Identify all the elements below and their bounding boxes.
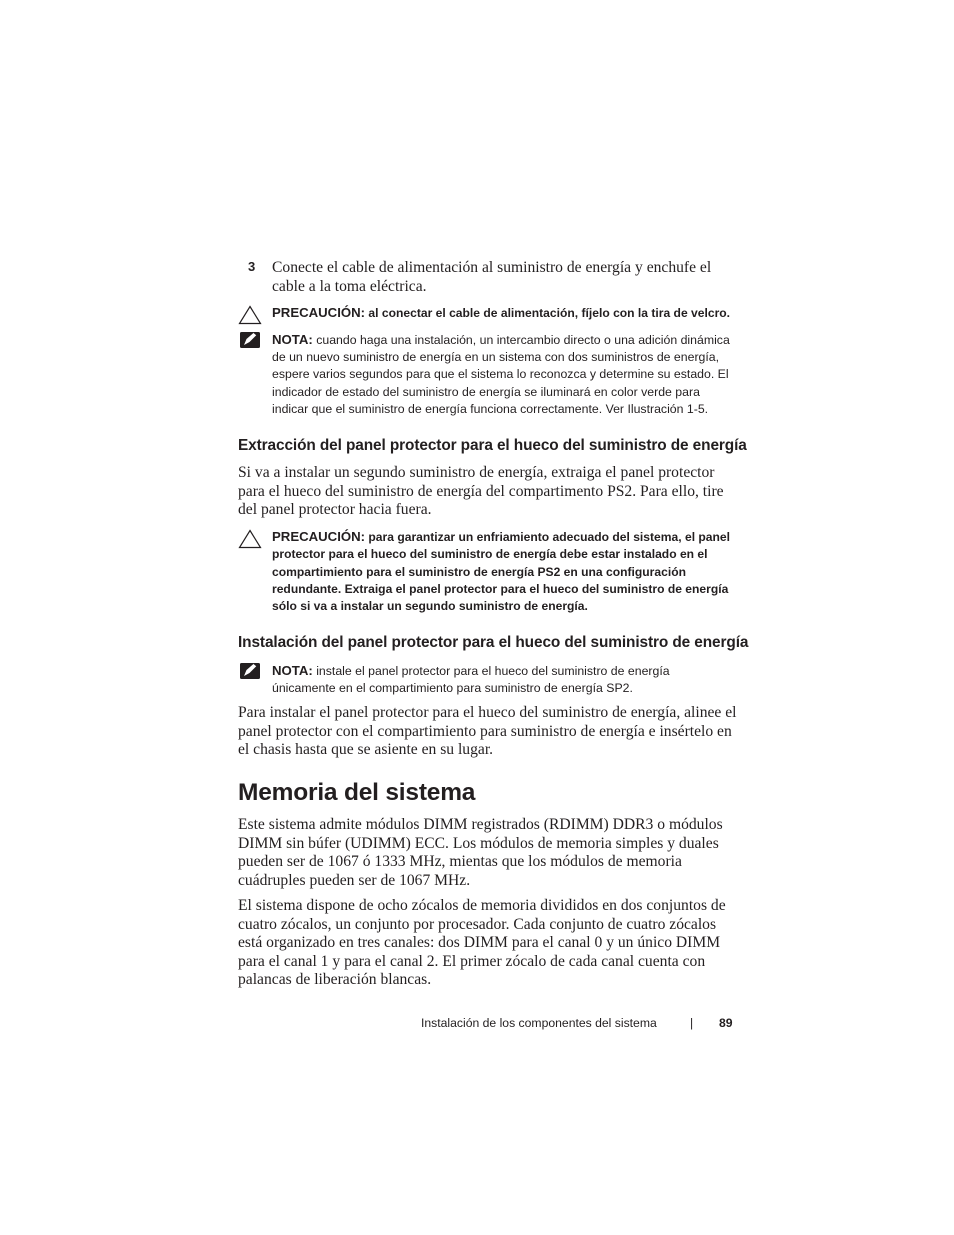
- caution-1-text: al conectar el cable de alimentación, fíjelo con la tira de velcro.: [368, 306, 731, 320]
- page-number: 89: [719, 1016, 733, 1030]
- note-2-text: instale el panel protector para el hueco del suministro de energía únicamente en el compartimiento para suministro de energía SP2.: [272, 664, 670, 696]
- install-paragraph: Para instalar el panel protector para el hueco del suministro de energía, alinee el panel protector con el compartimiento para suministro de energía e insértelo en el chasis hasta que se asiente en su lugar.: [238, 704, 737, 759]
- note-1-label: NOTA:: [272, 332, 313, 347]
- caution-1-label: PRECAUCIÓN:: [272, 305, 366, 320]
- caution-2: [272, 528, 734, 615]
- memory-heading: Memoria del sistema: [238, 779, 476, 806]
- caution-icon: [238, 305, 262, 325]
- note-1-text: cuando haga una instalación, un intercambio directo o una adición dinámica de un nuevo suministro de energía en un sistema con dos suministros de energía, espere varios segundos para que el sistema lo reconozca y determine su estado. El indicador de estado del suministro de energía se iluminará en color verde para indicar que el suministro de energía funciona correctamente. Ver Ilustración 1-5.: [272, 333, 730, 416]
- caution-1: [272, 304, 742, 322]
- footer-section-title: Instalación de los componentes del sistema: [421, 1016, 657, 1030]
- section-heading-install: Instalación del panel protector para el hueco del suministro de energía: [238, 634, 749, 651]
- note-2: [272, 662, 712, 697]
- caution-2-text: para garantizar un enfriamiento adecuado del sistema, el panel protector para el hueco del suministro de energía debe estar instalado en el compartimiento para el suministro de energía PS2 en una configuración redundante. Extraiga el panel protector para el hueco del suministro de energía sólo si va a instalar un segundo suministro de energía.: [272, 530, 731, 614]
- memory-paragraph-2: El sistema dispone de ocho zócalos de memoria divididos en dos conjuntos de cuatro zócalos, un conjunto por procesador. Cada conjunto de cuatro zócalos está organizado en tres canales: dos DIMM para el canal 0 y un único DIMM para el canal 1 y para el canal 2. El primer zócalo de cada canal cuenta con palancas de liberación blancas.: [238, 897, 726, 989]
- caution-icon: [238, 529, 262, 549]
- removal-paragraph: Si va a instalar un segundo suministro de energía, extraiga el panel protector para el hueco del suministro de energía del compartimento PS2. Para ello, tire del panel protector hacia fuera.: [238, 464, 724, 519]
- note-2-label: NOTA:: [272, 663, 313, 678]
- caution-2-label: PRECAUCIÓN:: [272, 529, 366, 544]
- step-3-text: Conecte el cable de alimentación al suministro de energía y enchufe el cable a la toma eléctrica.: [272, 259, 712, 295]
- note-1: [272, 331, 738, 418]
- note-pencil-icon: [238, 330, 262, 350]
- footer-separator: |: [690, 1016, 694, 1030]
- memory-paragraph-1: Este sistema admite módulos DIMM registrados (RDIMM) DDR3 o módulos DIMM sin búfer (UDIMM) ECC. Los módulos de memoria simples y duales pueden ser de 1067 ó 1333 MHz, mientas que los módulos de memoria cuádruples pueden ser de 1067 MHz.: [238, 816, 723, 889]
- section-heading-removal: Extracción del panel protector para el hueco del suministro de energía: [238, 437, 747, 454]
- step-number: 3: [248, 259, 256, 274]
- note-pencil-icon: [238, 661, 262, 681]
